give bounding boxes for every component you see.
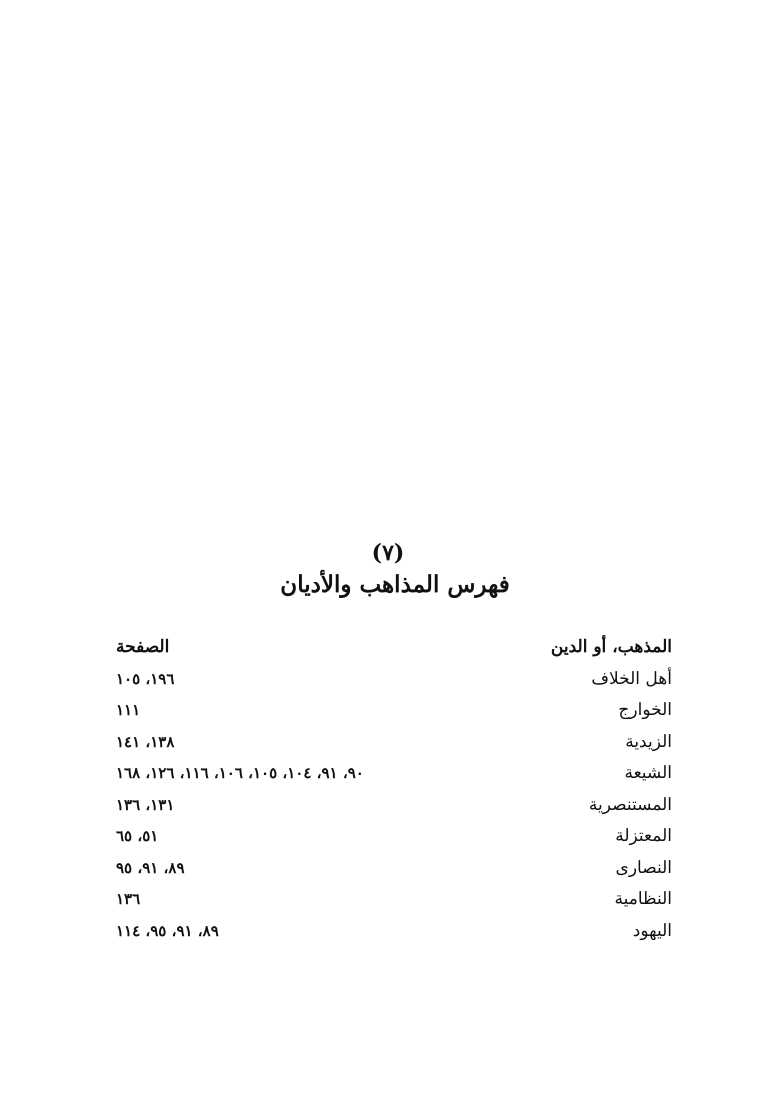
- entry-pages: ٥١، ٦٥: [116, 827, 159, 845]
- table-row: [116, 790, 672, 822]
- table-row: [116, 664, 672, 696]
- index-table: [116, 632, 672, 947]
- entry-term: النصارى: [615, 857, 672, 878]
- table-row: [116, 695, 672, 727]
- entry-pages: ٨٩، ٩١، ٩٥: [116, 858, 185, 877]
- entry-pages: ١٩٦، ١٠٥: [116, 669, 175, 688]
- entry-term: المستنصرية: [588, 794, 672, 815]
- table-row: [116, 821, 672, 853]
- entry-pages: ١١١: [116, 701, 141, 719]
- entry-pages: ١٣١، ١٣٦: [116, 795, 175, 814]
- pages-column-header: الصفحة: [116, 637, 170, 657]
- entry-term: الزيدية: [625, 731, 672, 752]
- table-row: [116, 758, 672, 790]
- chapter-number: (٧): [371, 540, 405, 566]
- table-row: [116, 853, 672, 885]
- entry-term: أهل الخلاف: [591, 668, 672, 689]
- table-header-row: [116, 632, 672, 664]
- entry-pages: ١٣٦: [116, 890, 141, 908]
- entry-term: المعتزلة: [615, 826, 672, 846]
- term-column-header: المذهب، أو الدين: [550, 637, 672, 657]
- table-row: [116, 727, 672, 759]
- page-title: فهرس المذاهب والأديان: [280, 571, 510, 598]
- entry-term: النظامية: [614, 889, 672, 909]
- entry-term: اليهود: [632, 920, 672, 941]
- entry-term: الخوارج: [618, 700, 672, 720]
- entry-pages: ٩٠، ٩١، ١٠٤، ١٠٥، ١٠٦، ١١٦، ١٢٦، ١٦٨: [116, 764, 364, 782]
- entry-term: الشيعة: [624, 763, 672, 783]
- entry-pages: ١٣٨، ١٤١: [116, 732, 175, 751]
- table-row: [116, 916, 672, 948]
- table-row: [116, 884, 672, 916]
- entry-pages: ٨٩، ٩١، ٩٥، ١١٤: [116, 921, 219, 940]
